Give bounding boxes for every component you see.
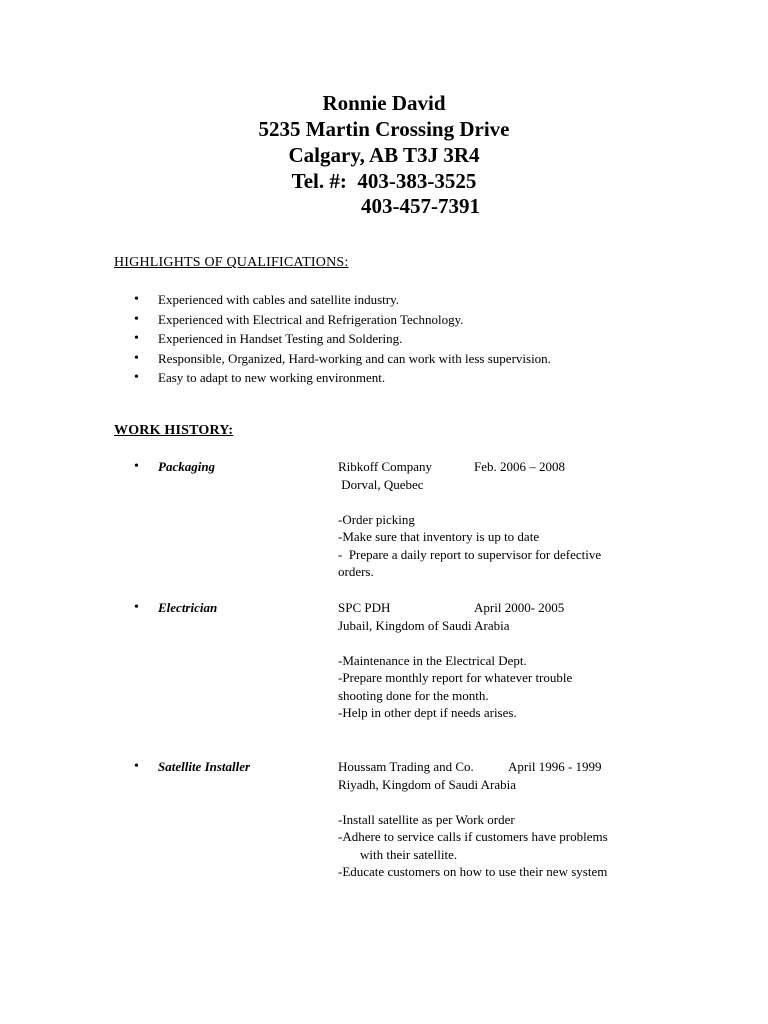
job-company: SPC PDH: [338, 600, 391, 615]
job-details: [338, 599, 658, 722]
job-title: Electrician: [158, 600, 218, 615]
resume-header: [0, 90, 768, 194]
job-duty: -Prepare monthly report for whatever trouble: [338, 670, 573, 685]
work-history-heading: WORK HISTORY:: [114, 423, 234, 438]
list-item: • Responsible, Organized, Hard-working and can work with less supervision.: [114, 349, 551, 369]
job-duty: orders.: [338, 564, 374, 579]
job-dates: April 2000- 2005: [474, 600, 565, 615]
list-item: • Experienced with cables and satellite industry.: [114, 290, 551, 310]
bullet-icon: •: [134, 600, 139, 615]
job-duty: -Order picking: [338, 511, 415, 527]
telephone-primary: Tel. #: 403-383-3525: [291, 169, 477, 193]
job-duty: -Maintenance in the Electrical Dept.: [338, 652, 527, 668]
job-duty: -Adhere to service calls if customers have problems: [338, 829, 608, 844]
telephone-secondary: 403-457-7391: [361, 194, 480, 218]
job-title: Packaging: [158, 459, 216, 474]
qualifications-list: [114, 290, 551, 388]
job-location: Dorval, Quebec: [338, 476, 424, 492]
bullet-icon: •: [134, 459, 139, 474]
job-details: [338, 758, 658, 881]
job-company: Houssam Trading and Co.: [338, 759, 474, 774]
job-duty: shooting done for the month.: [338, 687, 489, 703]
job-duty: -Help in other dept if needs arises.: [338, 705, 517, 720]
job-duty: -Make sure that inventory is up to date: [338, 529, 540, 544]
job-dates: April 1996 - 1999: [508, 759, 602, 774]
qualifications-heading: HIGHLIGHTS OF QUALIFICATIONS:: [114, 255, 349, 270]
job-duty: -Install satellite as per Work order: [338, 811, 515, 827]
job-details: [338, 458, 658, 581]
list-item: • Experienced with Electrical and Refrigeration Technology.: [114, 310, 551, 330]
job-dates: Feb. 2006 – 2008: [474, 459, 565, 474]
applicant-name: Ronnie David: [322, 91, 446, 115]
list-item: • Experienced in Handset Testing and Soldering.: [114, 329, 551, 349]
address-street: 5235 Martin Crossing Drive: [258, 117, 510, 141]
job-company: Ribkoff Company: [338, 459, 433, 474]
job-duty: - Prepare a daily report to supervisor for defective: [338, 546, 602, 562]
bullet-icon: •: [134, 759, 139, 774]
list-item: • Easy to adapt to new working environment.: [114, 368, 551, 388]
address-city: Calgary, AB T3J 3R4: [288, 143, 480, 167]
job-duty: -Educate customers on how to use their new system: [338, 864, 608, 879]
job-title: Satellite Installer: [158, 759, 251, 774]
job-location: Riyadh, Kingdom of Saudi Arabia: [338, 776, 517, 792]
job-location: Jubail, Kingdom of Saudi Arabia: [338, 617, 510, 633]
job-duty: with their satellite.: [360, 846, 458, 862]
